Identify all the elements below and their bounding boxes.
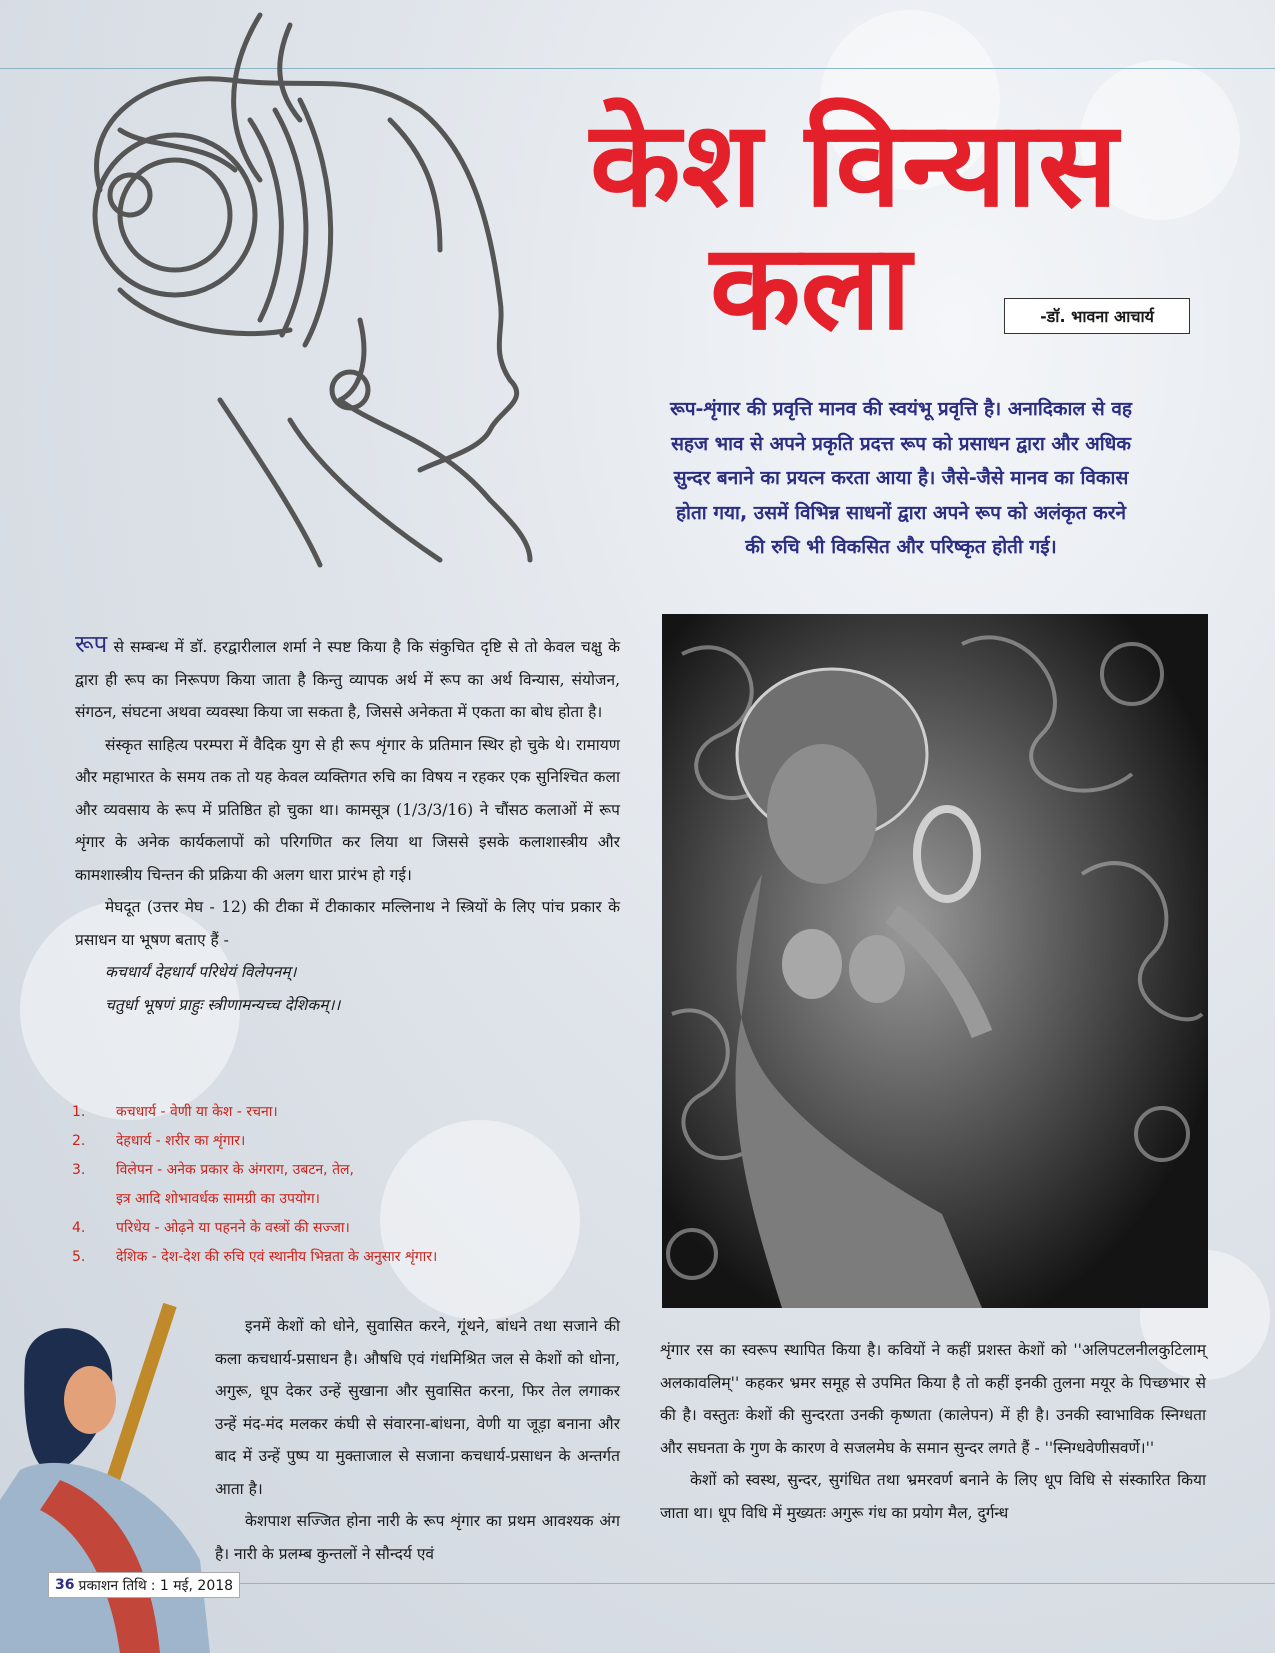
paragraph: केशों को स्वस्थ, सुन्दर, सुगंधित तथा भ्रमरवर्ण बनाने के लिए धूप विधि से संस्कारित किया जाता था। धूप विधि में मुख्यतः अगुरू गंध का प्रयोग मैल, दुर्गन्ध [660,1471,1206,1522]
list-number: 3. [72,1162,86,1178]
article-title-line2: कला [710,218,912,356]
list-text: देहधार्य - शरीर का शृंगार। [116,1133,246,1149]
list-number: 2. [72,1133,86,1149]
list-number: 5. [72,1249,86,1265]
sculpture-photo [662,614,1208,1308]
paragraph: संस्कृत साहित्य परम्परा में वैदिक युग से ही रूप शृंगार के प्रतिमान स्थिर हो चुके थे। रामायण और महाभारत के समय तक तो यह केवल व्यक्तिगत रुचि का विषय न रहकर एक सुनिश्चित कला और व्यवसाय के रूप में प्रतिष्ठित हो चुका था। कामसूत्र (1/3/3/16) ने चौंसठ कलाओं में रूप शृंगार के अनेक कार्यकलापों को परिगणित कर लिया था जिससे इसके कलाशास्त्रीय और कामशास्त्रीय चिन्तन की प्रक्रिया की अलग धारा प्रारंभ हो गई। [75,735,620,884]
prasadhan-types-list [72,1098,592,1272]
list-text: परिधेय - ओढ़ने या पहनने के वस्त्रों की सज्जा। [116,1220,350,1236]
intro-line: की रुचि भी विकसित और परिष्कृत होती गई। [745,536,1057,558]
author-byline: -डॉ. भावना आचार्य [1004,298,1190,334]
dropcap: रूप [75,630,108,658]
intro-line: सहज भाव से अपने प्रकृति प्रदत्त रूप को प्रसाधन द्वारा और अधिक [671,432,1131,455]
paragraph: शृंगार रस का स्वरूप स्थापित किया है। कवियों ने कहीं प्रशस्त केशों को ''अलिपटलनीलकुटिलाम् अलकावलिम्'' कहकर भ्रमर समूह से उपमित किया है तो कहीं इनकी तुलना मयूर के पिच्छभार से की है। वस्तुतः केशों की सुन्दरता उनकी कृष्णता (कालेपन) में ही है। उनकी स्वाभाविक स्निग्धता और सघनता के गुण के कारण वे सजलमेघ के समान सुन्दर लगते हैं - ''स्निग्धवेणीसवर्णे।'' [660,1341,1206,1457]
article-title-line1: केश विन्यास [590,95,1119,233]
paragraph-text: से सम्बन्ध में डॉ. हरद्वारीलाल शर्मा ने स्पष्ट किया है कि संकुचित दृष्टि से तो केवल चक्षु के द्वारा ही रूप का निरूपण किया जाता है किन्तु व्यापक अर्थ में रूप का अर्थ विन्यास, संयोजन, संगठन, संघटना अथवा व्यवस्था किया जा सकता है, जिससे अनेकता में एकता का बोध होता है। [75,638,620,721]
right-column [660,1334,1206,1529]
list-text-continued: इत्र आदि शोभावर्धक सामग्री का उपयोग। [116,1191,320,1207]
veena-player-illustration [0,1300,215,1653]
intro-line: रूप-शृंगार की प्रवृत्ति मानव की स्वयंभू प्रवृत्ति है। अनादिकाल से वह [670,398,1132,420]
left-bottom-column [215,1310,620,1570]
intro-line: होता गया, उसमें विभिन्न साधनों द्वारा अपने रूप को अलंकृत करने [675,501,1127,524]
list-text: कचधार्य - वेणी या केश - रचना। [116,1104,278,1120]
list-item [72,1098,592,1127]
paragraph: इनमें केशों को धोने, सुवासित करने, गूंथने, बांधने तथा सजाने की कला कचधार्य-प्रसाधन है। औषधि एवं गंधमिश्रित जल से केशों को धोना, अगुरू, धूप देकर उन्हें सुखाना और सुवासित करना, फिर तेल लगाकर उन्हें मंद-मंद मलकर कंघी से संवारना-बांधना, वेणी या जूड़ा बनाना और बाद में उन्हें पुष्प या मुक्ताजाल से सजाना कचधार्य-प्रसाधन के अन्तर्गत आता है। [215,1317,620,1498]
paragraph: केशपाश सज्जित होना नारी के रूप शृंगार का प्रथम आवश्यक अंग है। नारी के प्रलम्ब कुन्तलों ने सौन्दर्य एवं [215,1512,620,1563]
hairstyle-sketch-illustration [60,0,580,570]
left-column [75,628,620,1021]
sanskrit-verse-line: कचधार्यं देहधार्यं परिधेयं विलेपनम्। [105,963,297,981]
publication-date-label: प्रकाशन तिथि [78,1577,147,1594]
page-number: 36 [55,1577,75,1593]
paragraph: मेघदूत (उत्तर मेघ - 12) की टीका में टीकाकार मल्लिनाथ ने स्त्रियों के लिए पांच प्रकार के प्रसाधन या भूषण बताए हैं - [75,898,620,949]
list-number: 1. [72,1104,86,1120]
list-item [72,1214,592,1243]
list-item [72,1127,592,1156]
sanskrit-verse-line: चतुर्धा भूषणं प्राहुः स्त्रीणामन्यच्च देशिकम्।। [105,995,341,1014]
intro-paragraph [612,392,1190,565]
list-number: 4. [72,1220,86,1236]
list-text: देशिक - देश-देश की रुचि एवं स्थानीय भिन्नता के अनुसार शृंगार। [116,1249,438,1265]
list-text: विलेपन - अनेक प्रकार के अंगराग, उबटन, तेल, [116,1162,354,1178]
list-item [72,1156,592,1214]
list-item [72,1243,592,1272]
paragraph [75,628,620,729]
intro-line: सुन्दर बनाने का प्रयत्न करता आया है। जैसे-जैसे मानव का विकास [673,467,1129,489]
page-footer [48,1572,240,1598]
publication-date: : 1 मई, 2018 [150,1577,234,1594]
